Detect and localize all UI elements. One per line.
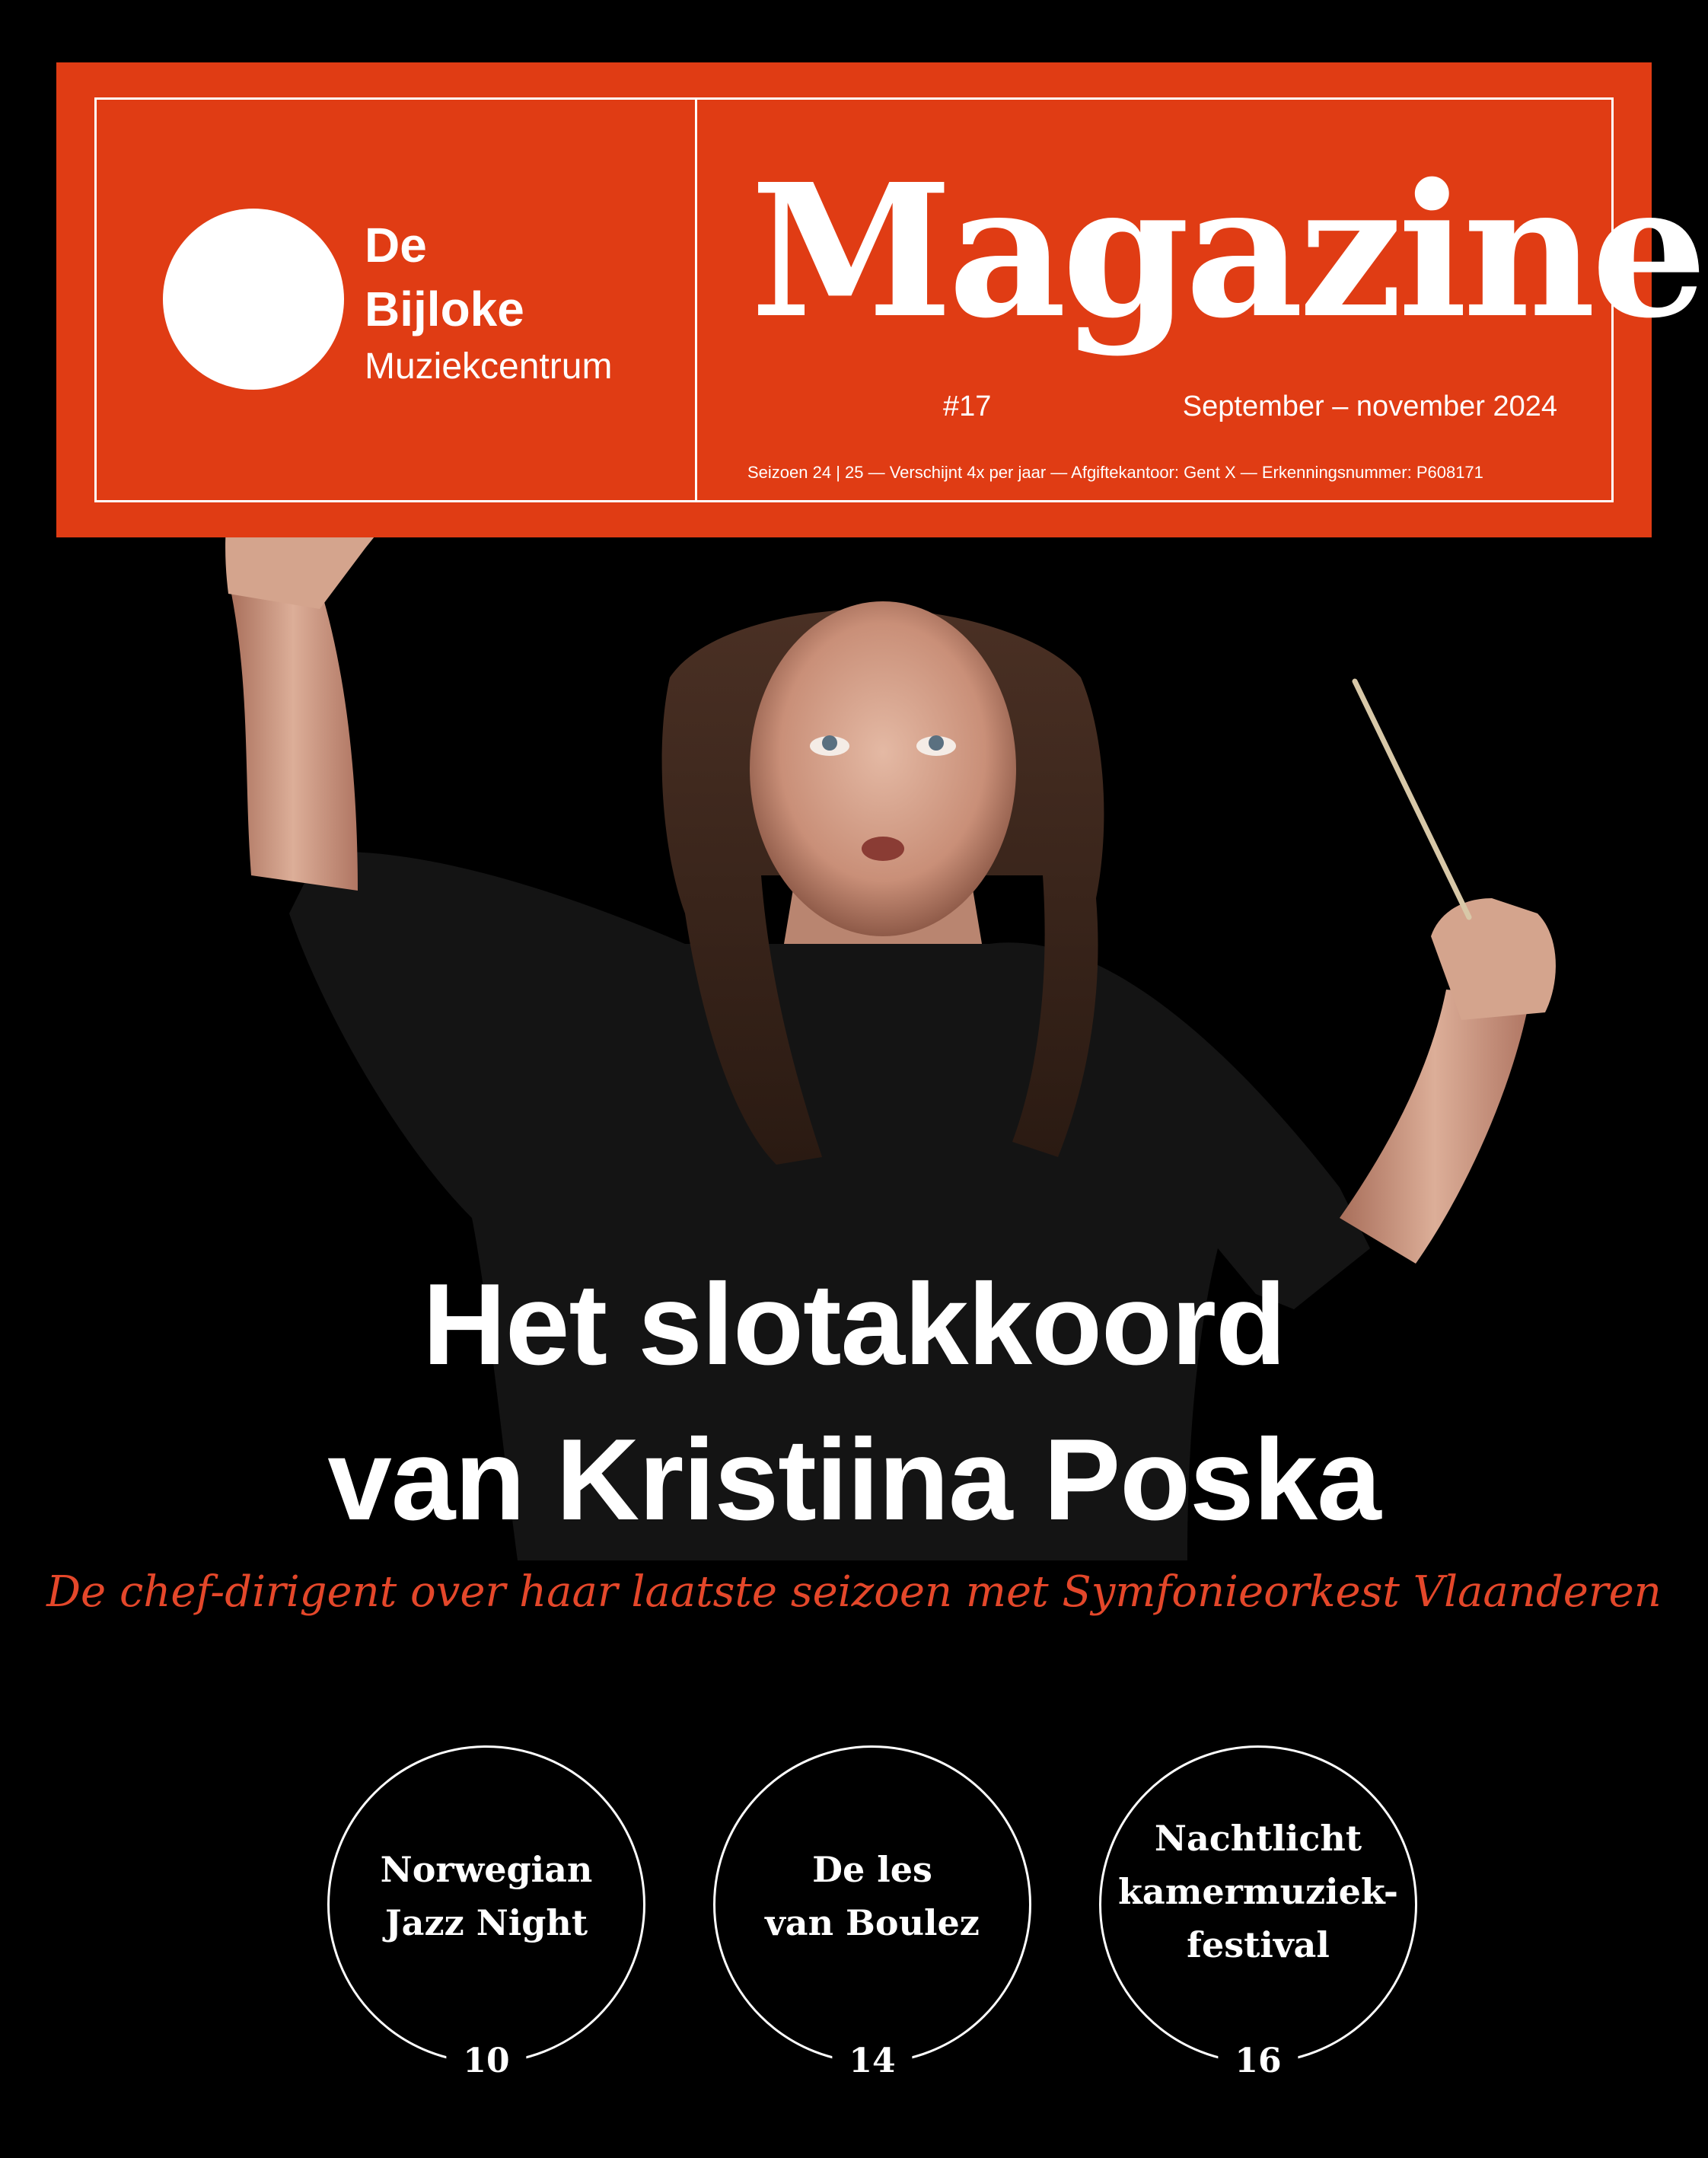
cover-subtitle: De chef-dirigent over haar laatste seizoen met Symfonieorkest Vlaanderen: [46, 1567, 1662, 1617]
logo-circle-icon: [163, 209, 344, 390]
teaser-title: Norwegian Jazz Night: [380, 1848, 593, 1943]
teaser-nachtlicht-festival: [1099, 1745, 1417, 2080]
magazine-title: Magazine: [750, 144, 1703, 359]
logo-name-line1: De: [365, 218, 427, 273]
teaser-page-number: 16: [1218, 2038, 1298, 2084]
teaser-norwegian-jazz-night: [327, 1745, 645, 2080]
issue-dates: September – november 2024: [1182, 390, 1557, 422]
masthead-divider: [695, 97, 697, 502]
publisher-info: Seizoen 24 | 25 — Verschijnt 4x per jaar — Afgiftekantoor: Gent X — Erkenningsnummer: P608171: [747, 463, 1483, 482]
cover-headline-line2: van Kristiina Poska: [327, 1415, 1381, 1544]
logo-subtitle: Muziekcentrum: [365, 346, 613, 387]
cover-headline-line1: Het slotakkoord: [422, 1260, 1286, 1389]
teaser-title: Nachtlicht kamermuziek- festival: [1118, 1818, 1398, 1966]
logo-name-line2: Bijloke: [365, 282, 524, 336]
teaser-title: De les van Boulez: [765, 1848, 980, 1943]
teaser-page-number: 14: [832, 2038, 912, 2084]
masthead: [56, 62, 1703, 537]
teaser-page-number: 10: [446, 2038, 526, 2084]
issue-number: #17: [943, 390, 992, 422]
teaser-de-les-van-boulez: [713, 1745, 1031, 2080]
